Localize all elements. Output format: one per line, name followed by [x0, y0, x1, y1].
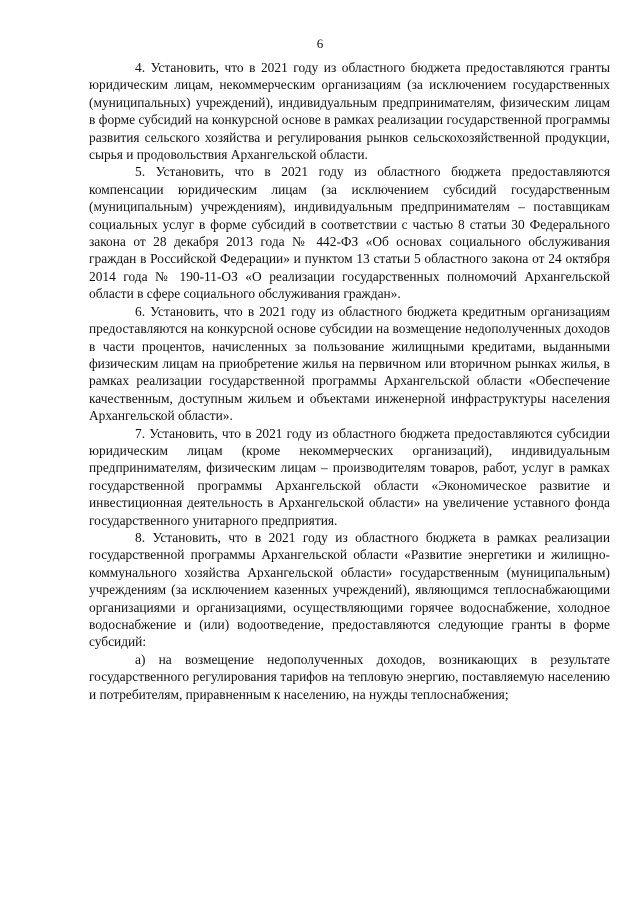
paragraph-6: 6. Установить, что в 2021 году из областного бюджета кредитным организациям предоставляются на конкурсной основе субсидии на возмещение недополученных доходов в части процентов, начисленных за пользование жилищными кредитами, выданными физическим лицам на приобретение жилья на первичном или вторичном рынках жилья, в рамках реализации государственной программы Архангельской области «Обеспечение качественным, доступным жильем и объектами инженерной инфраструктуры населения Архангельской области». — [89, 303, 610, 424]
paragraph-7: 7. Установить, что в 2021 году из областного бюджета предоставляются субсидии юридическим лицам (кроме некоммерческих организаций), индивидуальным предпринимателям, физическим лицам – производителям товаров, работ, услуг в рамках государственной программы Архангельской области «Экономическое развитие и инвестиционная деятельность в Архангельской области» на увеличение уставного фонда государственного унитарного предприятия. — [89, 425, 610, 528]
document-body — [89, 59, 610, 703]
paragraph-4: 4. Установить, что в 2021 году из областного бюджета предоставляются гранты юридическим лицам, некоммерческим организациям (за исключением государственных (муниципальных) учреждений), индивидуальным предпринимателям, физическим лицам в форме субсидий на конкурсной основе в рамках реализации государственной программы развития сельского хозяйства и регулирования рынков сельскохозяйственной продукции, сырья и продовольствия Архангельской области. — [89, 60, 610, 163]
paragraph-5: 5. Установить, что в 2021 году из областного бюджета предоставляются компенсации юридическим лицам (за исключением субсидий государственным (муниципальным) учреждениям), индивидуальным предпринимателям – поставщикам социальных услуг в форме субсидий в соответствии с частью 8 статьи 30 Федерального закона от 28 декабря 2013 года № 442-ФЗ «Об основах социального обслуживания граждан в Российской Федерации» и пунктом 13 статьи 5 областного закона от 24 октября 2014 года № 190-11-ОЗ «О реализации государственных полномочий Архангельской области в сфере социального обслуживания граждан». — [89, 164, 610, 302]
page-number: 6 — [316, 36, 324, 51]
paragraph-8: 8. Установить, что в 2021 году из областного бюджета в рамках реализации государственной программы Архангельской области «Развитие энергетики и жилищно-коммунального хозяйства Архангельской области» государственным (муниципальным) учреждениям (за исключением казенных учреждений), являющимся теплоснабжающими организациями и организациями, осуществляющими горячее водоснабжение, холодное водоснабжение и (или) водоотведение, предоставляются следующие гранты в форме субсидий: — [89, 529, 610, 650]
paragraph-8a: а) на возмещение недополученных доходов, возникающих в результате государственного регулирования тарифов на тепловую энергию, поставляемую населению и потребителям, приравненным к населению, на нужды теплоснабжения; — [89, 651, 610, 702]
